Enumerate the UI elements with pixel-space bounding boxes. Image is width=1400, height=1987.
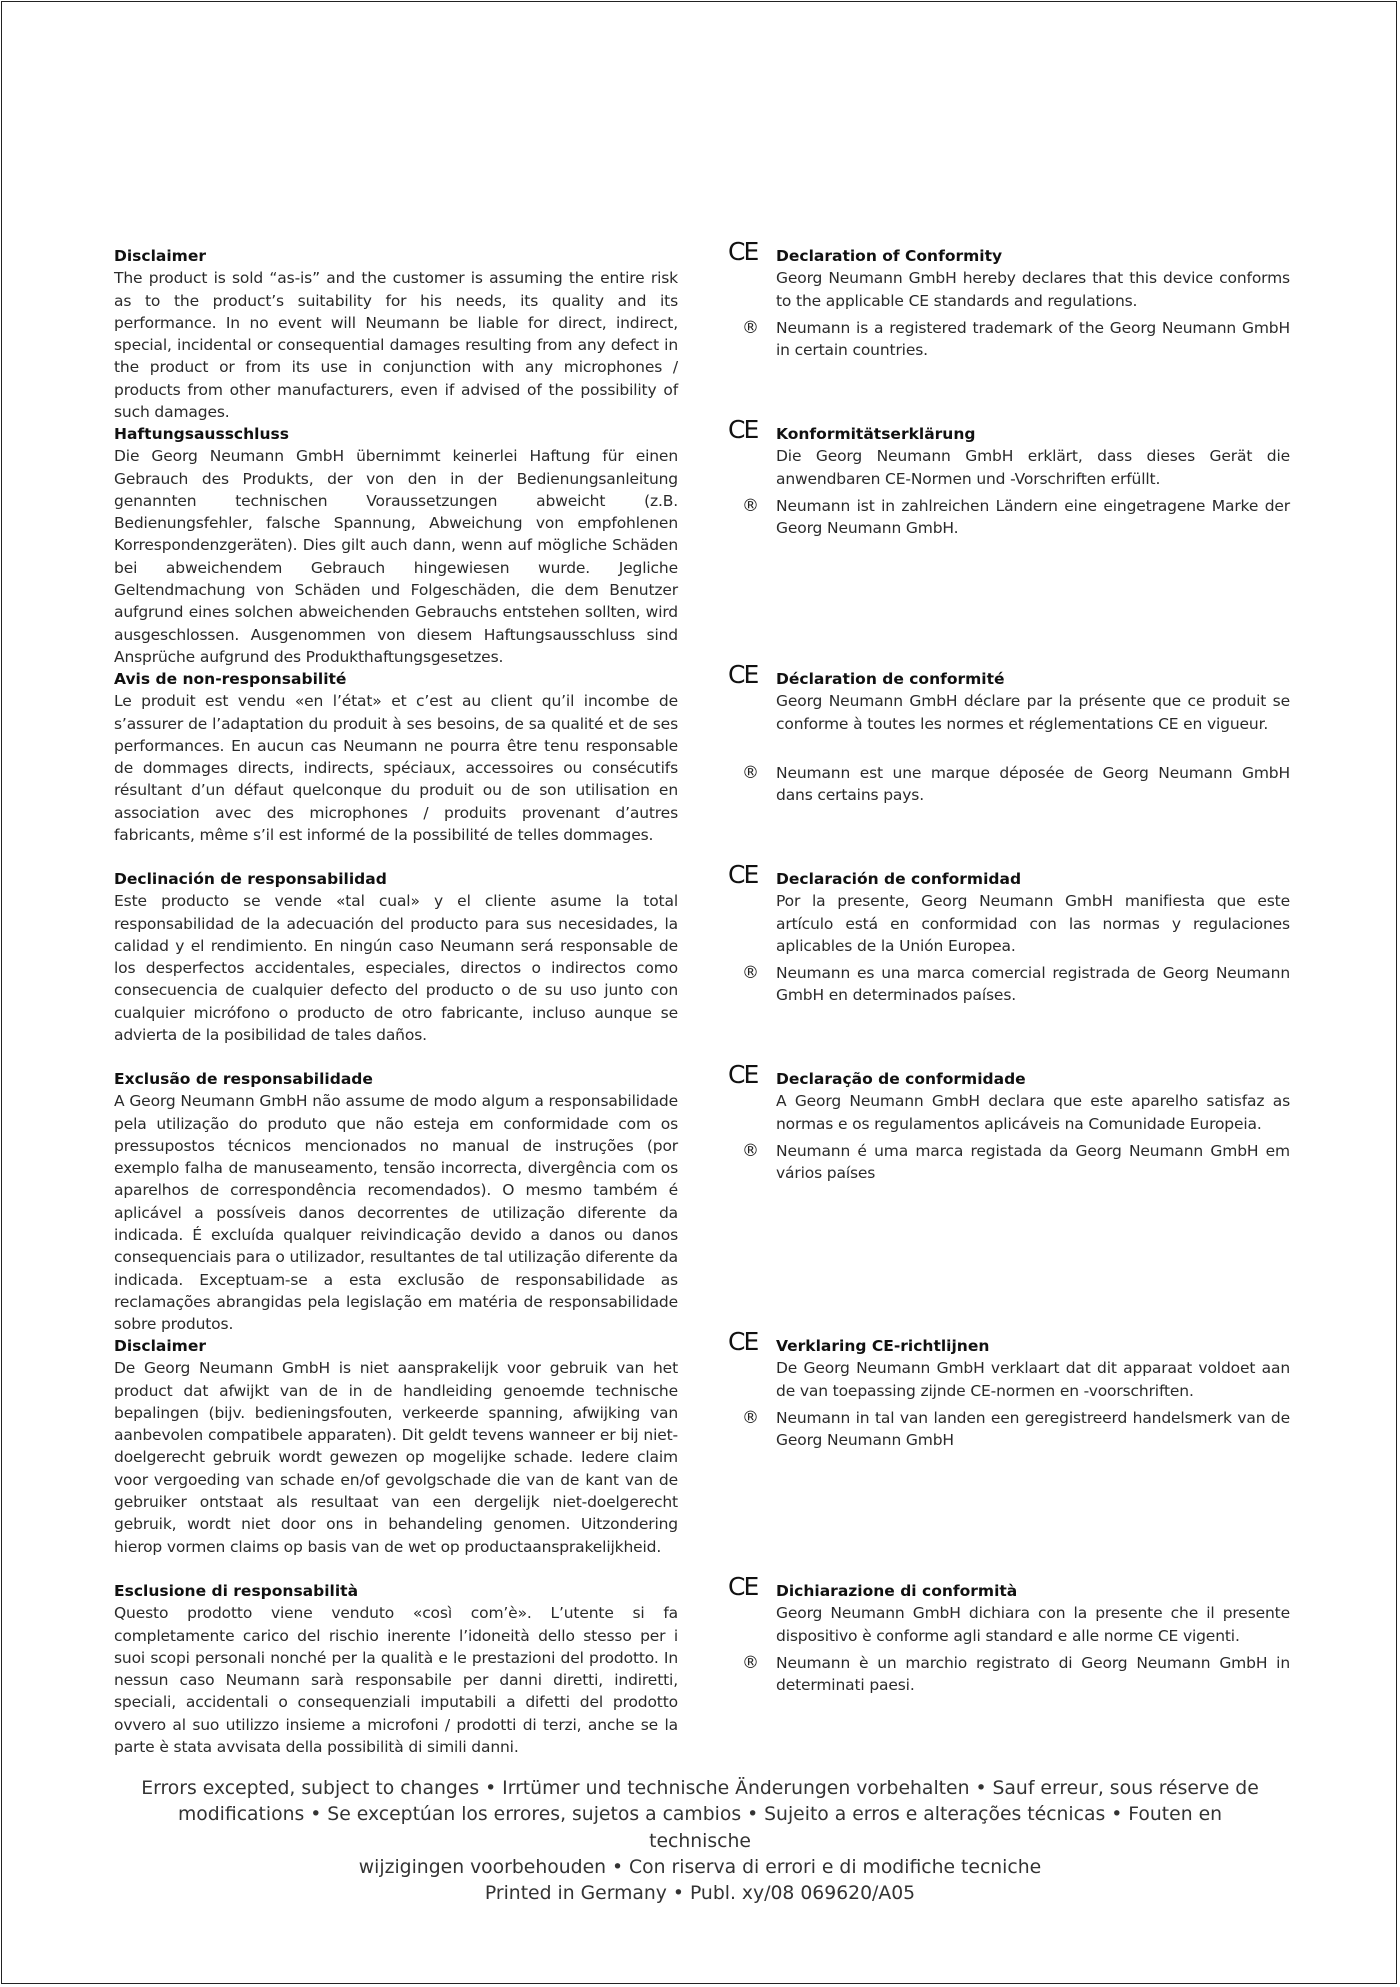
conformity-it [776, 1580, 1290, 1647]
footer-line: Errors excepted, subject to changes • Irrtümer und technische Änderungen vorbehalten • Sauf erreur, sous réserve de [141, 1778, 1259, 1799]
footer-line: modifications • Se exceptúan los errores, sujetos a cambios • Sujeito a erros e alterações técnicas • Fouten en technische [177, 1804, 1223, 1852]
section-title: Exclusão de responsabilidade [114, 1070, 373, 1088]
disclaimer-nl [114, 1335, 678, 1558]
conformity-es [776, 868, 1290, 957]
section-body: Questo prodotto viene venduto «così com’è». L’utente si fa completamente carico del rischio inerente l’idoneità dello stesso per i suoi scopi personali nonché per la qualità e le prestazioni del prodotto. In nessun caso Neumann sarà responsabile per danni diretti, indiretti, speciali, accidentali o consequenziali imputabili a difetti del prodotto ovvero al suo utilizzo insieme a microfoni / prodotti di terzi, anche se la parte è stata avvisata della possibilità di simili danni. [114, 1604, 678, 1757]
trademark-text: Neumann é uma marca registada da Georg Neumann GmbH em vários países [776, 1142, 1290, 1183]
trademark-text: Neumann è un marchio registrato di Georg Neumann GmbH in determinati paesi. [776, 1654, 1290, 1695]
trademark-note [776, 317, 1290, 362]
trademark-note [776, 1652, 1290, 1697]
section-title: Disclaimer [114, 247, 206, 265]
section-body: Georg Neumann GmbH hereby declares that this device conforms to the applicable CE standards and regulations. [776, 269, 1290, 310]
ce-mark-icon: CE [728, 660, 758, 689]
section-title: Declaração de conformidade [776, 1070, 1026, 1088]
conformity-fr [776, 668, 1290, 735]
disclaimer-en [114, 245, 678, 423]
section-body: A Georg Neumann GmbH declara que este aparelho satisfaz as normas e os regulamentos aplicáveis na Comunidade Europeia. [776, 1092, 1290, 1133]
section-body: Georg Neumann GmbH dichiara con la presente che il presente dispositivo è conforme agli standard e alle norme CE vigenti. [776, 1604, 1290, 1645]
section-body: Le produit est vendu «en l’état» et c’est au client qu’il incombe de s’assurer de l’adaptation du produit à ses besoins, de sa qualité et de ses performances. En aucun cas Neumann ne pourra être tenu responsable de dommages directs, indirects, spéciaux, accessoires ou consécutifs résultant d’un défaut quelconque du produit ou de son utilisation en association avec des microphones / produits provenant d’autres fabricants, même s’il est informé de la possibilité de telles dommages. [114, 692, 678, 845]
section-title: Konformitätserklärung [776, 425, 976, 443]
section-body: De Georg Neumann GmbH is niet aansprakelijk voor gebruik van het product dat afwijkt van de in de handleiding genoemde technische bepalingen (bijv. bedieningsfouten, verkeerde spanning, afwijking van aanbevolen compatibele apparaten). Dit geldt tevens wanneer er bij niet-doelgerecht gebruik wordt gewezen op mogelijke schade. Iedere claim voor vergoeding van schade en/of gevolgschade die van de kant van de gebruiker ontstaat als resultaat van een dergelijk niet-doelgerecht gebruik, wordt niet door ons in behandeling genomen. Uitzondering hierop vormen claims op basis van de wet op productaansprakelijkheid. [114, 1359, 678, 1556]
section-title: Avis de non-responsabilité [114, 670, 347, 688]
trademark-text: Neumann in tal van landen een geregistreerd handelsmerk van de Georg Neumann GmbH [776, 1409, 1290, 1450]
trademark-text: Neumann es una marca comercial registrada de Georg Neumann GmbH en determinados países. [776, 964, 1290, 1005]
disclaimer-it [114, 1580, 678, 1758]
trademark-note [776, 1407, 1290, 1452]
ce-mark-icon: CE [728, 1060, 758, 1089]
disclaimer-de [114, 423, 678, 668]
registered-trademark-icon: ® [742, 963, 759, 983]
section-body: A Georg Neumann GmbH não assume de modo algum a responsabilidade pela utilização do produto que não esteja em conformidade com os pressupostos técnicos mencionados no manual de instruções (por exemplo falha de manuseamento, tensão incorrecta, divergência com os aparelhos de correspondência recomendados). O mesmo também é aplicável a possíveis danos decorrentes de utilização diferente da indicada. É excluída qualquer reivindicação devido a danos ou danos consequenciais para o utilizador, resultantes de tal utilização diferente da indicada. Exceptuam-se a esta exclusão de responsabilidade as reclamações abrangidas pela legislação em matéria de responsabilidade sobre produtos. [114, 1092, 678, 1334]
registered-trademark-icon: ® [742, 1141, 759, 1161]
conformity-de [776, 423, 1290, 490]
ce-mark-icon: CE [728, 415, 758, 444]
disclaimer-pt [114, 1068, 678, 1336]
section-title: Déclaration de conformité [776, 670, 1005, 688]
trademark-note [776, 495, 1290, 540]
section-body: Die Georg Neumann GmbH übernimmt keinerlei Haftung für einen Gebrauch des Produkts, der von den in der Bedienungsanleitung genannten technischen Voraussetzungen abweicht (z.B. Bedienungsfehler, falsche Spannung, Abweichung von empfohlenen Korrespondenzgeräten). Dies gilt auch dann, wenn auf mögliche Schäden bei abweichendem Gebrauch hingewiesen wurde. Jegliche Geltendmachung von Schäden und Folgeschäden, die dem Benutzer aufgrund eines solchen abweichenden Gebrauchs entstehen sollten, wird ausgeschlossen. Ausgenommen von diesem Haftungsausschluss sind Ansprüche aufgrund des Produkthaftungsgesetzes. [114, 447, 678, 666]
section-body: Die Georg Neumann GmbH erklärt, dass dieses Gerät die anwendbaren CE-Normen und -Vorschriften erfüllt. [776, 447, 1290, 488]
trademark-note [776, 962, 1290, 1007]
section-title: Declaración de conformidad [776, 870, 1022, 888]
registered-trademark-icon: ® [742, 763, 759, 783]
section-body: De Georg Neumann GmbH verklaart dat dit apparaat voldoet aan de van toepassing zijnde CE-normen en -voorschriften. [776, 1359, 1290, 1400]
trademark-note [776, 1140, 1290, 1185]
registered-trademark-icon: ® [742, 318, 759, 338]
section-body: The product is sold “as-is” and the customer is assuming the entire risk as to the product’s suitability for his needs, its quality and its performance. In no event will Neumann be liable for direct, indirect, special, incidental or consequential damages resulting from any defect in the product or from its use in conjunction with any microphones / products from other manufacturers, even if advised of the possibility of such damages. [114, 269, 678, 422]
ce-mark-icon: CE [728, 1572, 758, 1601]
registered-trademark-icon: ® [742, 496, 759, 516]
section-title: Haftungsausschluss [114, 425, 289, 443]
trademark-text: Neumann is a registered trademark of the Georg Neumann GmbH in certain countries. [776, 319, 1290, 360]
section-body: Este producto se vende «tal cual» y el cliente asume la total responsabilidad de la adecuación del producto para sus necesidades, la calidad y el rendimiento. En ningún caso Neumann será responsable de los desperfectos accidentales, especiales, directos o indirectos como consecuencia de cualquier defecto del producto o de su uso junto con cualquier micrófono o producto de otro fabricante, incluso aunque se advierta de la posibilidad de tales daños. [114, 892, 678, 1045]
ce-mark-icon: CE [728, 860, 758, 889]
ce-mark-icon: CE [728, 237, 758, 266]
trademark-note [776, 762, 1290, 807]
ce-mark-icon: CE [728, 1327, 758, 1356]
conformity-pt [776, 1068, 1290, 1135]
disclaimer-es [114, 868, 678, 1046]
section-title: Dichiarazione di conformità [776, 1582, 1018, 1600]
trademark-text: Neumann est une marque déposée de Georg Neumann GmbH dans certains pays. [776, 764, 1290, 805]
registered-trademark-icon: ® [742, 1408, 759, 1428]
section-body: Por la presente, Georg Neumann GmbH manifiesta que este artículo está en conformidad con las normas y regulaciones aplicables de la Unión Europea. [776, 892, 1290, 955]
trademark-text: Neumann ist in zahlreichen Ländern eine eingetragene Marke der Georg Neumann GmbH. [776, 497, 1290, 538]
section-title: Declinación de responsabilidad [114, 870, 387, 888]
section-body: Georg Neumann GmbH déclare par la présente que ce produit se conforme à toutes les normes et réglementations CE en vigueur. [776, 692, 1290, 733]
section-title: Declaration of Conformity [776, 247, 1003, 265]
disclaimer-fr [114, 668, 678, 846]
conformity-nl [776, 1335, 1290, 1402]
section-title: Disclaimer [114, 1337, 206, 1355]
section-title: Verklaring CE-richtlijnen [776, 1337, 990, 1355]
footer [130, 1776, 1270, 1907]
footer-line: wijzigingen voorbehouden • Con riserva di errori e di modifiche tecniche [358, 1856, 1042, 1878]
registered-trademark-icon: ® [742, 1653, 759, 1673]
section-title: Esclusione di responsabilità [114, 1582, 359, 1600]
publication-info: Printed in Germany • Publ. xy/08 069620/A05 [484, 1883, 916, 1905]
conformity-en [776, 245, 1290, 312]
